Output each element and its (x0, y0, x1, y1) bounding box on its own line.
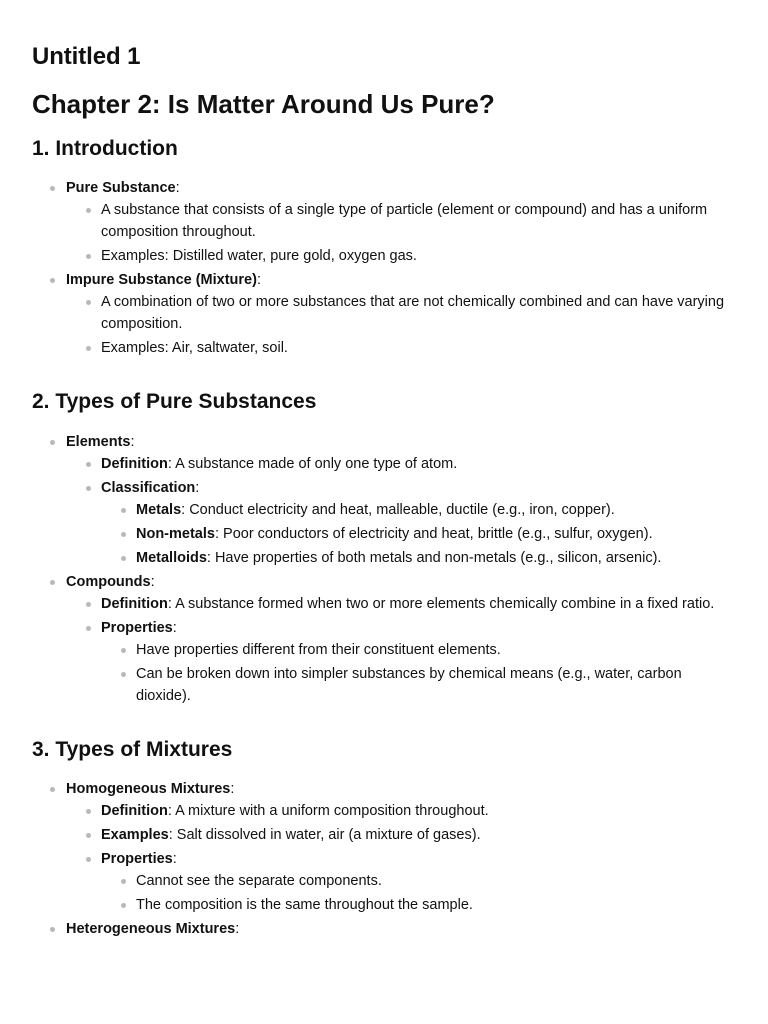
bullet-icon (121, 879, 126, 884)
list-item (32, 571, 736, 707)
item-text: : A mixture with a uniform composition throughout. (167, 802, 489, 819)
bullet-icon (50, 278, 55, 283)
bullet-icon (121, 508, 126, 513)
section-title: 3. Types of Mixtures (32, 737, 233, 761)
item-text: Cannot see the separate components. (136, 872, 382, 889)
list-item (101, 870, 736, 892)
document-title: Untitled 1 (32, 43, 141, 70)
list-item (66, 800, 736, 822)
item-term: Metalloids (136, 549, 207, 566)
bullet-icon (121, 903, 126, 908)
list-item (66, 337, 736, 359)
list-item (66, 848, 736, 916)
item-text: : Have properties of both metals and non-metals (e.g., silicon, arsenic). (206, 549, 662, 566)
item-text: : Poor conductors of electricity and heat, brittle (e.g., sulfur, oxygen). (214, 525, 653, 542)
item-text: : (172, 619, 177, 636)
item-text: The composition is the same throughout the sample. (136, 896, 473, 913)
item-text: A substance that consists of a single type of particle (element or compound) and has a uniform composition throughout. (101, 202, 708, 241)
bullet-icon (86, 833, 91, 838)
bullet-icon (121, 648, 126, 653)
list-item (66, 453, 736, 475)
bullet-list (101, 639, 736, 707)
bullet-icon (86, 300, 91, 305)
list-item (32, 778, 736, 916)
item-term: Pure Substance (66, 180, 176, 197)
item-suffix: : (150, 573, 155, 590)
bullet-icon (50, 440, 55, 445)
item-term: Properties (101, 619, 173, 636)
item-text: : A substance made of only one type of atom. (167, 455, 458, 472)
item-text: : (172, 850, 177, 867)
item-term: Compounds (66, 573, 151, 590)
item-text: Have properties different from their constituent elements. (136, 641, 501, 658)
item-text: : (195, 479, 200, 496)
item-term: Classification (101, 479, 196, 496)
bullet-icon (86, 346, 91, 351)
item-term: Metals (136, 501, 182, 518)
bullet-icon (121, 672, 126, 677)
list-item (32, 918, 736, 940)
list-item (66, 593, 736, 615)
item-term: Definition (101, 595, 168, 612)
list-item (101, 894, 736, 916)
list-item (66, 617, 736, 707)
bullet-list (66, 291, 736, 359)
bullet-list (66, 593, 736, 707)
bullet-icon (86, 254, 91, 259)
list-item (32, 431, 736, 569)
bullet-list (32, 778, 736, 940)
bullet-icon (50, 787, 55, 792)
bullet-list (32, 431, 736, 707)
bullet-list (66, 800, 736, 916)
bullet-list (101, 499, 736, 569)
list-item (101, 547, 736, 569)
bullet-list (66, 199, 736, 267)
item-suffix: : (230, 780, 235, 797)
item-term: Definition (101, 455, 168, 472)
item-term: Homogeneous Mixtures (66, 780, 231, 797)
list-item (66, 245, 736, 267)
item-text: Examples: Distilled water, pure gold, oxygen gas. (101, 248, 417, 265)
list-item (66, 477, 736, 569)
item-term: Elements (66, 433, 131, 450)
item-term: Examples (101, 826, 169, 843)
bullet-icon (86, 486, 91, 491)
section-types-of-mixtures (32, 737, 736, 940)
list-item (66, 824, 736, 846)
bullet-icon (86, 809, 91, 814)
bullet-icon (121, 556, 126, 561)
item-text: A combination of two or more substances that are not chemically combined and can have varying composition. (101, 294, 725, 333)
section-title: 1. Introduction (32, 137, 178, 161)
bullet-icon (121, 532, 126, 537)
item-suffix: : (175, 180, 180, 197)
item-text: : A substance formed when two or more elements chemically combine in a fixed ratio. (167, 595, 715, 612)
item-text: Examples: Air, saltwater, soil. (101, 340, 288, 357)
item-term: Properties (101, 850, 173, 867)
bullet-icon (50, 580, 55, 585)
list-item (101, 639, 736, 661)
item-suffix: : (235, 920, 240, 937)
section-types-of-pure-substances (32, 389, 736, 706)
bullet-icon (86, 857, 91, 862)
list-item (66, 199, 736, 243)
item-term: Impure Substance (Mixture) (66, 272, 257, 289)
item-suffix: : (130, 433, 135, 450)
section-introduction (32, 136, 736, 359)
list-item (32, 269, 736, 359)
chapter-title: Chapter 2: Is Matter Around Us Pure? (32, 89, 495, 119)
bullet-icon (86, 626, 91, 631)
bullet-list (32, 177, 736, 359)
section-title: 2. Types of Pure Substances (32, 390, 317, 414)
item-suffix: : (256, 272, 261, 289)
bullet-list (101, 870, 736, 916)
item-term: Definition (101, 802, 168, 819)
list-item (66, 291, 736, 335)
list-item (32, 177, 736, 267)
bullet-icon (86, 602, 91, 607)
bullet-icon (86, 208, 91, 213)
item-text: : Salt dissolved in water, air (a mixture of gases). (168, 826, 481, 843)
bullet-icon (86, 462, 91, 467)
list-item (101, 663, 736, 707)
bullet-icon (50, 927, 55, 932)
list-item (101, 523, 736, 545)
item-text: Can be broken down into simpler substances by chemical means (e.g., water, carbon dioxide). (136, 665, 682, 704)
bullet-icon (50, 186, 55, 191)
bullet-list (66, 453, 736, 569)
item-term: Non-metals (136, 525, 215, 542)
item-text: : Conduct electricity and heat, malleable, ductile (e.g., iron, copper). (181, 501, 615, 518)
item-term: Heterogeneous Mixtures (66, 920, 236, 937)
list-item (101, 499, 736, 521)
